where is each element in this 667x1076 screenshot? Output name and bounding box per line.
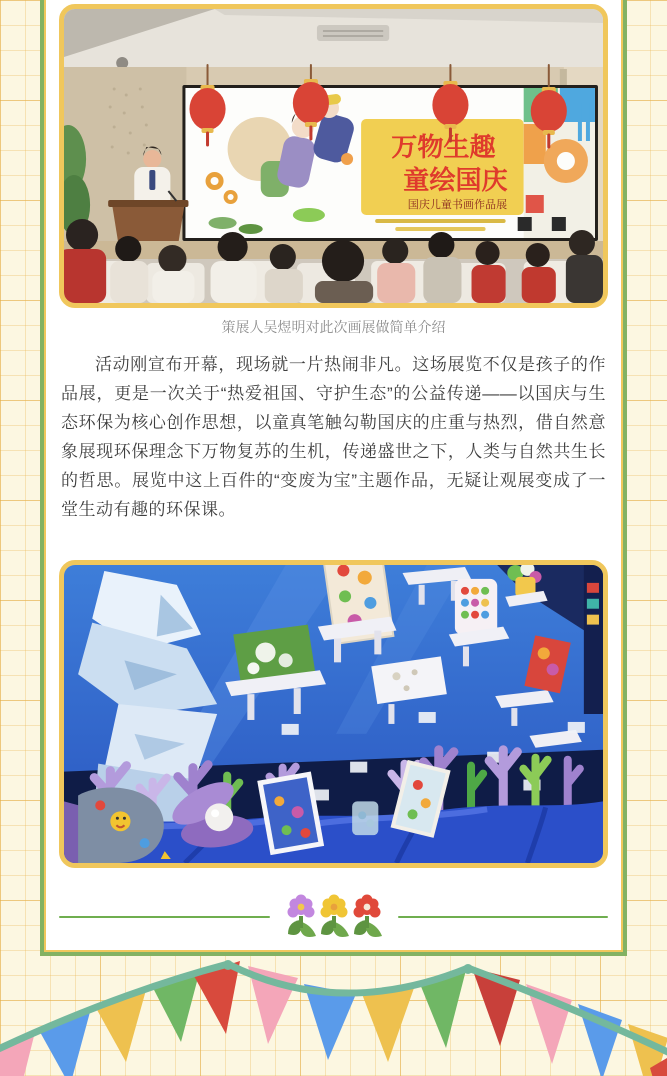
qr-code [552,217,566,231]
photo1-caption: 策展人吴煜明对此次画展做简单介绍 [221,319,446,335]
poster-flower [544,139,588,183]
air-vent [317,25,389,41]
section-divider [59,892,608,942]
flower-red-icon [353,895,382,938]
flowers-icon [284,892,384,942]
flower-yellow-icon [320,895,349,938]
article-card [44,0,623,952]
divider-line-right [398,916,609,918]
exhibition-illustration [64,565,603,863]
qr-code [518,217,532,231]
photo-exhibition-display[interactable] [59,560,608,868]
opening-ceremony-illustration [64,9,603,303]
flower-purple-icon [287,895,316,938]
bunting-banner-icon [0,956,667,1076]
bunting-flags [0,961,667,1076]
glass-jar [352,801,378,835]
divider-line-left [59,916,270,918]
poster-title-line2: 童绘国庆 [403,165,508,195]
pearl [205,803,233,831]
poster-title-line1: 万物生趣 [391,132,496,162]
photo-opening-ceremony[interactable] [59,4,608,308]
footer-decoration [0,956,667,1076]
article-card-border [40,0,627,956]
poster-subtitle: 国庆儿童书画作品展 [407,199,508,211]
article-paragraph: 活动刚宣布开幕，现场就一片热闹非凡。这场展览不仅是孩子的作品展，更是一次关于“热爱祖国、守护生态”的公益传递——以国庆与生态环保为核心创作思想，以童真笔触勾勒国庆的庄重与热烈，借自然意象展现环保理念下万物复苏的生机，传递盛世之下，人类与自然共生长的哲思。展览中这上百件的“变废为宝”主题作品，无疑让观展变成了一堂生动有趣的环保课。 [61,355,606,519]
